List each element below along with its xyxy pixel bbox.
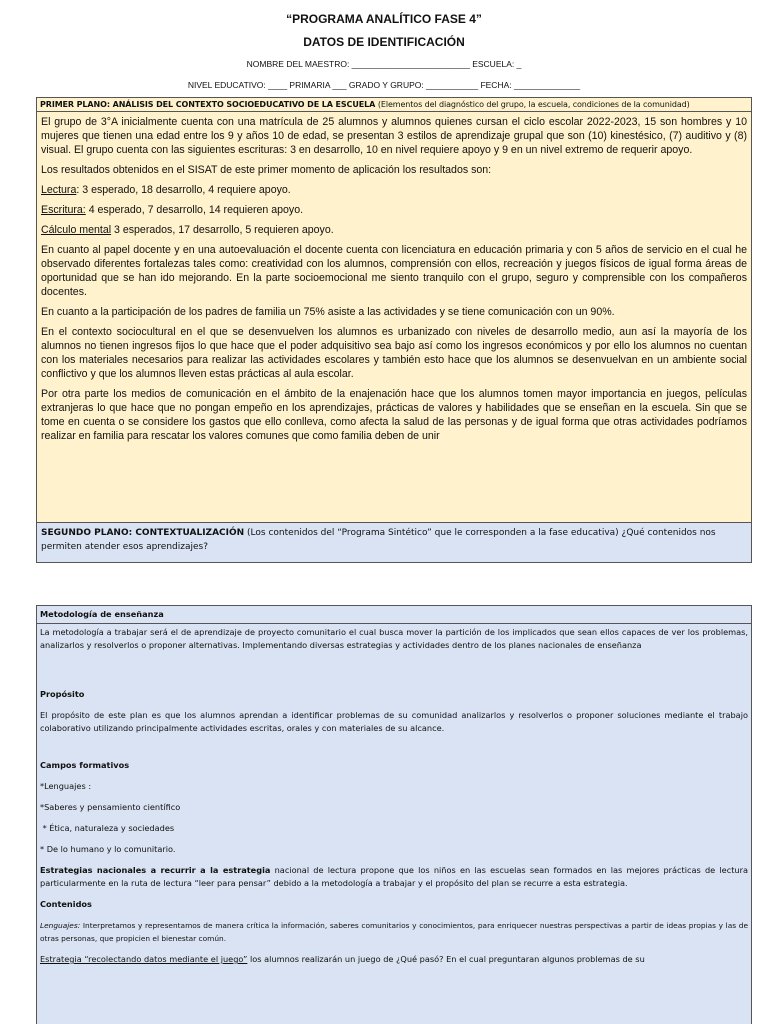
group-description: El grupo de 3°A inicialmente cuenta con una matrícula de 25 alumnos y alumnos quienes cursan el ciclo escolar 2022-2023, 15 son hombres y 10 mujeres que tienen una edad entre los 9 y años 10 de edad, se presentan 3 estilos de aprendizaje grupal que son (10) kinestésico, (7) auditivo y (8) visual. El grupo cuenta con las siguientes escrituras: 3 en desarrollo, 10 en nivel requiere apoyo y 9 en un nivel extremo de requerir apoyo. [41,116,747,156]
campo-item: *Saberes y pensamiento científico [40,802,181,812]
metodologia-box [36,605,752,1024]
campo-item: * Ética, naturaleza y sociedades [40,823,175,833]
segundo-plano-box [36,523,752,563]
contenidos-heading: Contenidos [40,899,92,909]
segundo-plano-heading: SEGUNDO PLANO: CONTEXTUALIZACIÓN [41,528,245,538]
segundo-plano-text: (Los contenidos del “Programa Sintético” que le corresponden a la fase educativa) ¿Qué contenidos nos permiten atender esos aprendizajes? [41,528,716,552]
primer-plano-heading: PRIMER PLANO: ANÁLISIS DEL CONTEXTO SOCIOEDUCATIVO DE LA ESCUELA (Elementos del diagnóstico del grupo, la escuela, condiciones de la comunidad) [37,98,751,112]
campo-item: * De lo humano y lo comunitario. [40,844,176,854]
lenguajes-paragraph: Lenguajes: Interpretamos y representamos de manera crítica la información, saberes comunitarios y conocimientos, para enriquecer nuestras perspectivas a partir de ideas propias y las de otras personas, que propicien el bienestar común. [40,921,748,943]
campos-heading: Campos formativos [40,760,130,770]
sisat-intro: Los resultados obtenidos en el SISAT de este primer momento de aplicación los resultados son: [41,164,492,176]
level-grade-date-line: NIVEL EDUCATIVO: ____ PRIMARIA ___ GRADO Y GRUPO: ___________ FECHA: ______________ [187,80,581,90]
section-title: DATOS DE IDENTIFICACIÓN [303,35,465,49]
metodologia-text: La metodología a trabajar será el de aprendizaje de proyecto comunitario el cual busca mover la partición de los implicados que sean ellos capaces de ver los problemas, analizarlos y resolverlos o proponer alternativas. Implementando diversas estrategias y actividades dentro de los planes nacionales de enseñanza [40,627,748,650]
document-title: “PROGRAMA ANALÍTICO FASE 4” [286,12,482,26]
sociocultural-paragraph: En el contexto sociocultural en el que se desenvuelven los alumnos es urbanizado con niveles de desarrollo medio, aun así la mayoría de los alumnos no tienen ingresos fijos lo que hace que el poder adquisitivo sea bajo así como los ingresos económicos y por ello los alumnos no cuentan con los materiales necesarios para realizar las actividades escolares y también esto hace que los alumnos se desenvuelvan en un ambiente social conflictivo y que los alumnos lleven estas prácticas al aula escolar. [41,326,747,380]
metodologia-heading: Metodología de enseñanza [37,606,751,624]
escritura-result: Escritura: 4 esperado, 7 desarrollo, 14 requieren apoyo. [41,204,304,216]
campo-item: *Lenguajes : [40,781,92,791]
primer-plano-heading-sub: (Elementos del diagnóstico del grupo, la escuela, condiciones de la comunidad) [377,100,690,109]
lectura-result: Lectura: 3 esperado, 18 desarrollo, 4 requiere apoyo. [41,184,291,196]
estrategia-juego-paragraph: Estrategia “recolectando datos mediante el juego” los alumnos realizarán un juego de ¿Qué pasó? En el cual preguntaran algunos problemas de su [40,954,645,964]
media-paragraph: Por otra parte los medios de comunicación en el ámbito de la enajenación hace que los alumnos tomen mayor importancia en juegos, películas extranjeras lo que hace que no pongan empeño en los aprendizajes, prácticas de valores y habilidades que se enseñan en la escuela. Sin que se tome en cuenta o se considere los gastos que ello conlleva, como afecta la salud de las personas y de igual forma que otras actividades podríamos realizar en familia para rescatar los valores comunes que como familia deben de unir [41,388,747,442]
teacher-school-line: NOMBRE DEL MAESTRO: _________________________ ESCUELA: _ [246,59,522,69]
calculo-result: Cálculo mental 3 esperados, 17 desarrollo, 5 requieren apoyo. [41,224,334,236]
proposito-heading: Propósito [40,689,85,699]
estrategias-paragraph: Estrategias nacionales a recurrir a la estrategia nacional de lectura propone que los niños en las escuelas sean formados en las mejores prácticas de lectura particularmente en la ruta de lectura “leer para pensar” debido a la metodología a trabajar y el propósito del plan se recurre a esta estrategia. [40,865,748,888]
primer-plano-box [36,97,752,523]
parents-participation-paragraph: En cuanto a la participación de los padres de familia un 75% asiste a las actividades y se tiene comunicación con un 90%. [41,306,615,318]
teacher-role-paragraph: En cuanto al papel docente y en una autoevaluación el docente cuenta con licenciatura en educación primaria y con 5 años de servicio en el cual he observado diferentes fortalezas tales como: creatividad con los alumnos, comprensión con ellos, recreación y juegos físicos de igual forma áreas de oportunidad que se han ido mejorando. En la parte socioemocional me siento tranquilo con el grupo, seguro y comprensible con los compañeros docentes. [41,244,747,298]
proposito-text: El propósito de este plan es que los alumnos aprendan a identificar problemas de su comunidad analizarlos y resolverlos o proponer soluciones mediante el trabajo colaborativo utilizando principalmente actividades escritas, orales y con materiales de su alcance. [40,710,748,733]
